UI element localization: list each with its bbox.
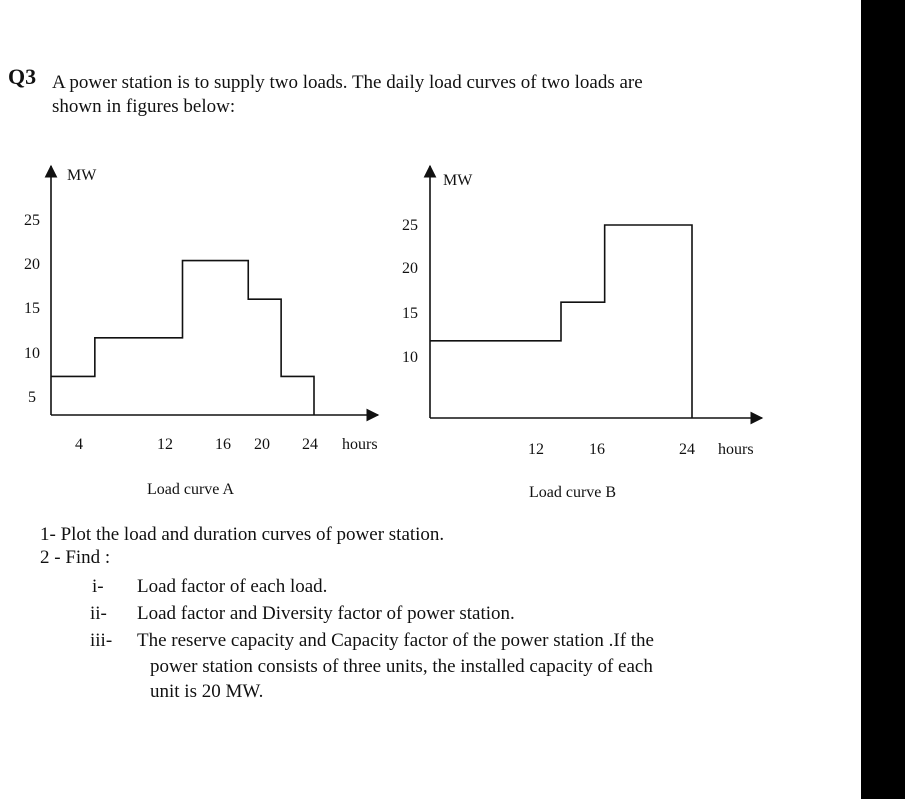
chart-b-ytick-15: 15 [402, 305, 418, 322]
sub-item-3-text: The reserve capacity and Capacity factor of the power station .If the [137, 630, 654, 651]
sub-item-1-text: Load factor of each load. [137, 576, 328, 597]
task-item-1: 1- Plot the load and duration curves of power station. [40, 524, 445, 545]
sub-item-3-continuation-2: unit is 20 MW. [150, 681, 264, 702]
chart-a-x-label: hours [342, 436, 378, 453]
chart-a-ytick-25: 25 [24, 212, 40, 229]
task-item-2: 2 - Find : [40, 547, 111, 568]
sub-item-3-continuation-1: power station consists of three units, the installed capacity of each [150, 656, 653, 677]
chart-a-xtick-24: 24 [302, 436, 318, 453]
sub-item-1-number: i- [92, 576, 104, 597]
question-number: Q3 [8, 64, 37, 89]
chart-b [402, 166, 762, 501]
chart-a-xtick-20: 20 [254, 436, 270, 453]
chart-a-ytick-10: 10 [24, 345, 40, 362]
question-text-line-2: shown in figures below: [52, 96, 236, 117]
sub-item-2-number: ii- [90, 603, 107, 624]
sub-item-2-text: Load factor and Diversity factor of power station. [137, 603, 515, 624]
chart-a-load-curve [51, 261, 314, 415]
chart-a-xtick-4: 4 [75, 436, 83, 453]
chart-b-xtick-12: 12 [528, 441, 544, 458]
chart-b-ytick-25: 25 [402, 217, 418, 234]
chart-a-ytick-5: 5 [28, 389, 36, 406]
chart-b-ytick-10: 10 [402, 349, 418, 366]
chart-a-ytick-20: 20 [24, 256, 40, 273]
chart-a-ytick-15: 15 [24, 300, 40, 317]
chart-a-xtick-12: 12 [157, 436, 173, 453]
chart-a-xtick-16: 16 [215, 436, 231, 453]
chart-b-ytick-20: 20 [402, 260, 418, 277]
sub-item-3-number: iii- [90, 630, 113, 651]
chart-b-load-curve [430, 225, 692, 418]
chart-b-x-label: hours [718, 441, 754, 458]
chart-a-title: Load curve A [147, 481, 235, 498]
question-text-line-1: A power station is to supply two loads. The daily load curves of two loads are [52, 72, 643, 93]
chart-b-xtick-24: 24 [679, 441, 695, 458]
chart-b-title: Load curve B [529, 484, 617, 501]
right-black-border [861, 0, 905, 799]
chart-a-y-label: MW [67, 167, 97, 184]
chart-b-xtick-16: 16 [589, 441, 605, 458]
chart-b-y-label: MW [443, 172, 473, 189]
chart-a [24, 166, 378, 498]
